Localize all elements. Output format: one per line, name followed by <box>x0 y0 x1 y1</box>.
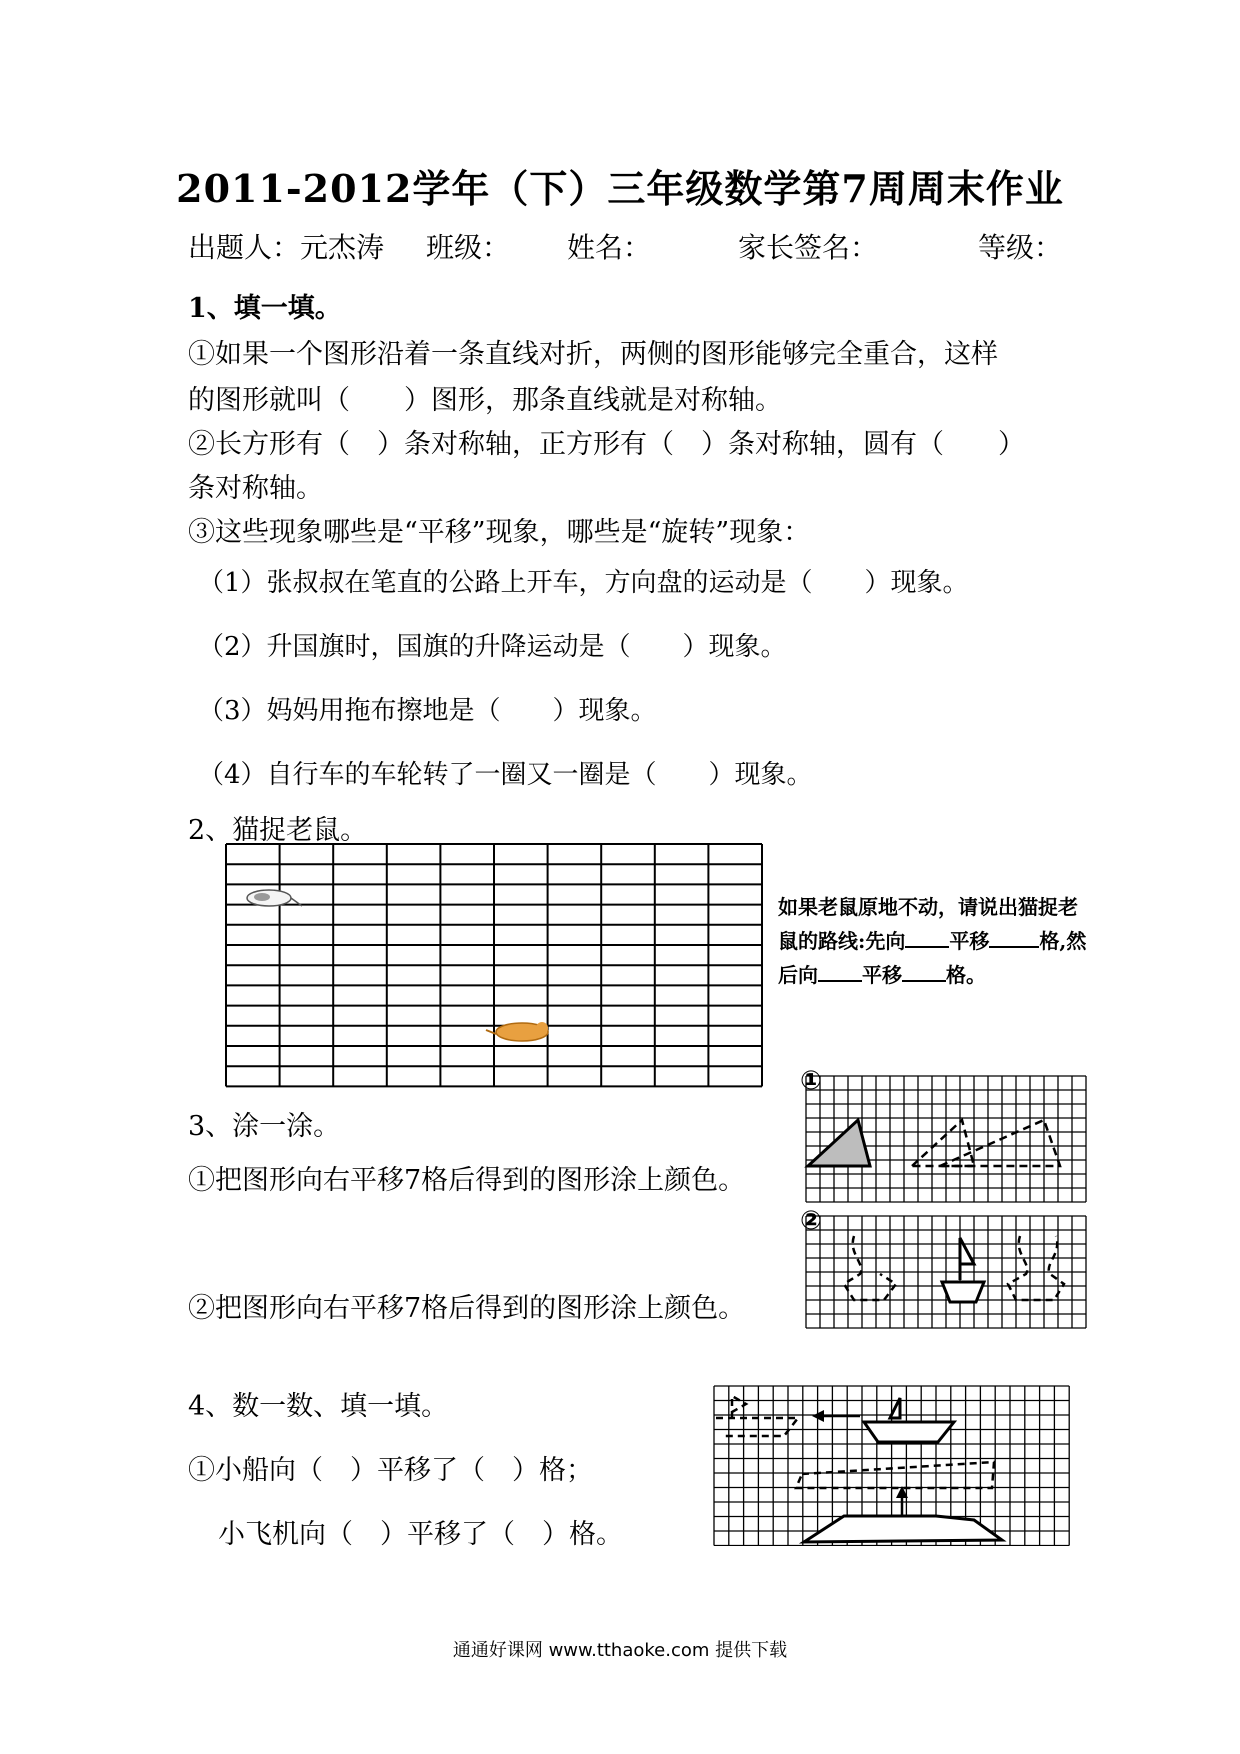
q4-item2: 小飞机向（ ）平移了（ ）格。 <box>218 1519 623 1550</box>
q2-text-p1: 鼠的路线:先向 <box>778 929 906 953</box>
direction-blank-1[interactable] <box>905 926 949 948</box>
q3-label-1: ① <box>800 1066 823 1096</box>
translate-grid-1 <box>804 1074 1088 1206</box>
q2-text-p5: 平移 <box>862 963 902 987</box>
q1-item1-line2: 的图形就叫（ ）图形，那条直线就是对称轴。 <box>188 385 782 416</box>
direction-blank-2[interactable] <box>818 960 862 982</box>
dashed-triangle-2 <box>940 1120 1060 1166</box>
boat-shape <box>942 1238 984 1302</box>
q2-route-text <box>778 890 1118 992</box>
footer-credit: 通通好课网 www.tthaoke.com 提供下载 <box>452 1640 788 1661</box>
dashed-vase-1 <box>844 1236 896 1300</box>
q1-item3: ③这些现象哪些是“平移”现象，哪些是“旋转”现象： <box>188 517 811 548</box>
grade-label: 等级： <box>978 231 1063 264</box>
q2-heading: 2、猫捉老鼠。 <box>188 815 368 846</box>
author-label: 出题人：元杰涛 <box>188 231 385 264</box>
q2-text-p6: 格。 <box>946 963 986 987</box>
dashed-triangle-1 <box>912 1120 974 1166</box>
q1-item2-line2: 条对称轴。 <box>188 473 323 504</box>
q1-sub1: （1）张叔叔在笔直的公路上开车，方向盘的运动是（ ）现象。 <box>198 568 969 598</box>
dashed-plane <box>796 1462 994 1488</box>
q2-text-p3: 格,然 <box>1039 929 1087 953</box>
q1-sub3: （3）妈妈用拖布擦地是（ ）现象。 <box>198 696 657 726</box>
q3-item1: ①把图形向右平移7格后得到的图形涂上颜色。 <box>188 1165 746 1196</box>
q1-heading: 1、填一填。 <box>188 293 342 324</box>
translate-grid-2 <box>804 1214 1088 1334</box>
q4-item1: ①小船向（ ）平移了（ ）格； <box>188 1455 593 1486</box>
class-label: 班级： <box>426 231 511 264</box>
q2-text-p4: 后向 <box>778 963 818 987</box>
name-label: 姓名： <box>567 231 652 264</box>
q1-item1-line1: ①如果一个图形沿着一条直线对折，两侧的图形能够完全重合，这样 <box>188 339 998 370</box>
parent-sign-label: 家长签名： <box>738 231 879 264</box>
q4-heading: 4、数一数、填一填。 <box>188 1391 449 1422</box>
q3-item2: ②把图形向右平移7格后得到的图形涂上颜色。 <box>188 1293 746 1324</box>
page-title: 2011-2012学年（下）三年级数学第7周周末作业 <box>176 166 1064 211</box>
shaded-triangle <box>808 1120 870 1166</box>
q1-sub2: （2）升国旗时，国旗的升降运动是（ ）现象。 <box>198 632 787 662</box>
mouse-icon <box>247 890 302 906</box>
boat-plane-grid <box>712 1384 1074 1546</box>
q1-sub4: （4）自行车的车轮转了一圈又一圈是（ ）现象。 <box>198 760 813 790</box>
count-blank-1[interactable] <box>989 926 1039 948</box>
q2-text-p2: 平移 <box>949 929 990 953</box>
solid-plane <box>804 1516 1002 1542</box>
q1-item2-line1: ②长方形有（ ）条对称轴，正方形有（ ）条对称轴，圆有（ ） <box>188 429 1025 460</box>
cat-mouse-grid <box>224 842 764 1088</box>
q2-text-line1: 如果老鼠原地不动，请说出猫捉老 <box>778 895 1078 919</box>
count-blank-2[interactable] <box>902 960 946 982</box>
q3-label-2: ② <box>800 1206 823 1236</box>
solid-boat <box>864 1398 954 1442</box>
q3-heading: 3、涂一涂。 <box>188 1111 341 1142</box>
